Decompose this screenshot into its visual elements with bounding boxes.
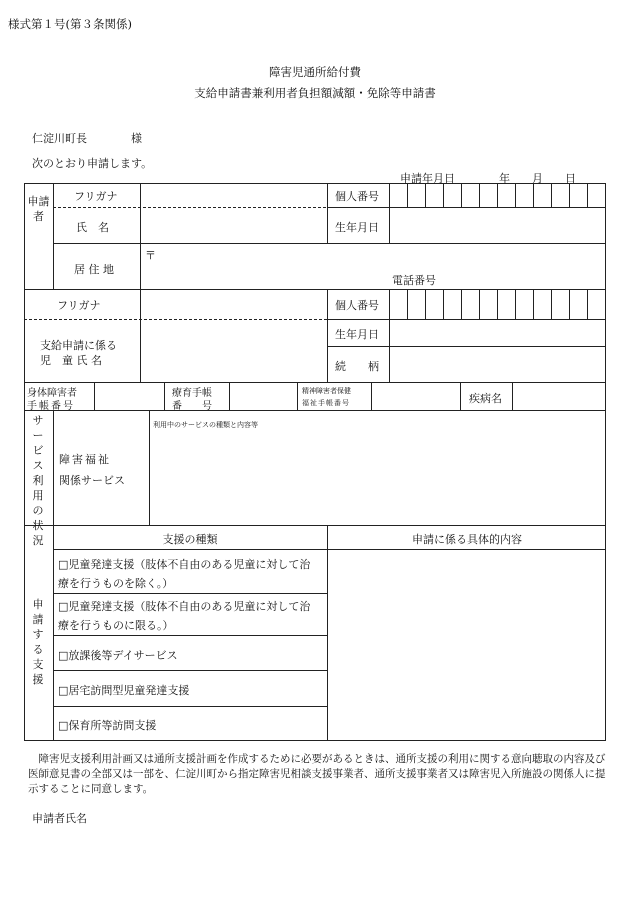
support-section-label: 申請する支援: [32, 598, 44, 686]
mental-cert-label-line2: 福祉手帳番号: [302, 399, 350, 407]
form-title-line2: 支給申請書兼利用者負担額減額・免除等申請書: [194, 86, 436, 100]
rehab-cert-label-line1: 療育手帳: [172, 388, 212, 399]
child-name-label-line1: 支給申請に係る: [40, 339, 117, 352]
service-note: 利用中のサービスの種類と内容等: [153, 421, 258, 429]
service-section-label: サービス利用の状況: [32, 414, 44, 547]
support-item-cont: 療を行うものに限る。）: [58, 619, 174, 632]
applicant-furigana-label: フリガナ: [74, 190, 118, 203]
support-item[interactable]: □居宅訪問型児童発達支援: [58, 684, 190, 697]
intro-text: 次のとおり申請します。: [32, 157, 153, 170]
physical-cert-label-line2: 手帳番号: [27, 401, 75, 412]
applicant-personal-number-label: 個人番号: [335, 190, 379, 203]
support-item-cont: 療を行うものを除く。）: [58, 577, 174, 590]
child-relation-label: 続 柄: [335, 360, 379, 373]
applicant-name-label: 氏 名: [76, 221, 109, 234]
signature-label: 申請者氏名: [32, 812, 87, 825]
phone-label: 電話番号: [392, 274, 436, 287]
support-item[interactable]: □児童発達支援（肢体不自由のある児童に対して治: [58, 558, 311, 571]
child-birth-date-label: 生年月日: [335, 328, 379, 341]
child-furigana-label: フリガナ: [57, 299, 101, 312]
physical-cert-label-line1: 身体障害者: [27, 388, 77, 399]
child-personal-number-label: 個人番号: [335, 299, 379, 312]
form-number: 様式第１号(第３条関係): [8, 17, 132, 31]
applicant-section-label: 申請者: [27, 195, 50, 223]
addressee: 仁淀川町長 様: [32, 132, 142, 145]
rehab-cert-label-line2: 番 号: [172, 401, 212, 412]
applicant-address-label: 居 住 地: [74, 263, 114, 276]
mental-cert-label-line1: 精神障害者保健: [302, 387, 351, 395]
support-type-header: 支援の種類: [162, 533, 218, 546]
support-item[interactable]: □放課後等デイサービス: [58, 649, 178, 662]
support-detail-header: 申請に係る具体的内容: [412, 533, 522, 546]
service-type-label-line2: 関係サービス: [59, 474, 125, 487]
child-name-label-line2: 児 童 氏 名: [40, 354, 102, 367]
support-item[interactable]: □保育所等訪問支援: [58, 719, 157, 732]
support-item[interactable]: □児童発達支援（肢体不自由のある児童に対して治: [58, 600, 311, 613]
application-date-label: 申請年月日 年 月 日: [400, 172, 576, 185]
postal-mark: 〒: [145, 249, 156, 262]
form-title-line1: 障害児通所給付費: [269, 65, 361, 79]
applicant-birth-date-label: 生年月日: [335, 221, 379, 234]
disease-label: 疾病名: [469, 392, 502, 405]
service-type-label-line1: 障害福祉: [59, 453, 111, 466]
consent-text: 障害児支援利用計画又は通所支援計画を作成するために必要があるときは、通所支援の利用に関する意向聴取の内容及び医師意見書の全部又は一部を、仁淀川町から指定障害児相談支援事業者、通所支援事業者又は障害児入所施設の関係人に提示することに同意します。: [28, 753, 606, 795]
